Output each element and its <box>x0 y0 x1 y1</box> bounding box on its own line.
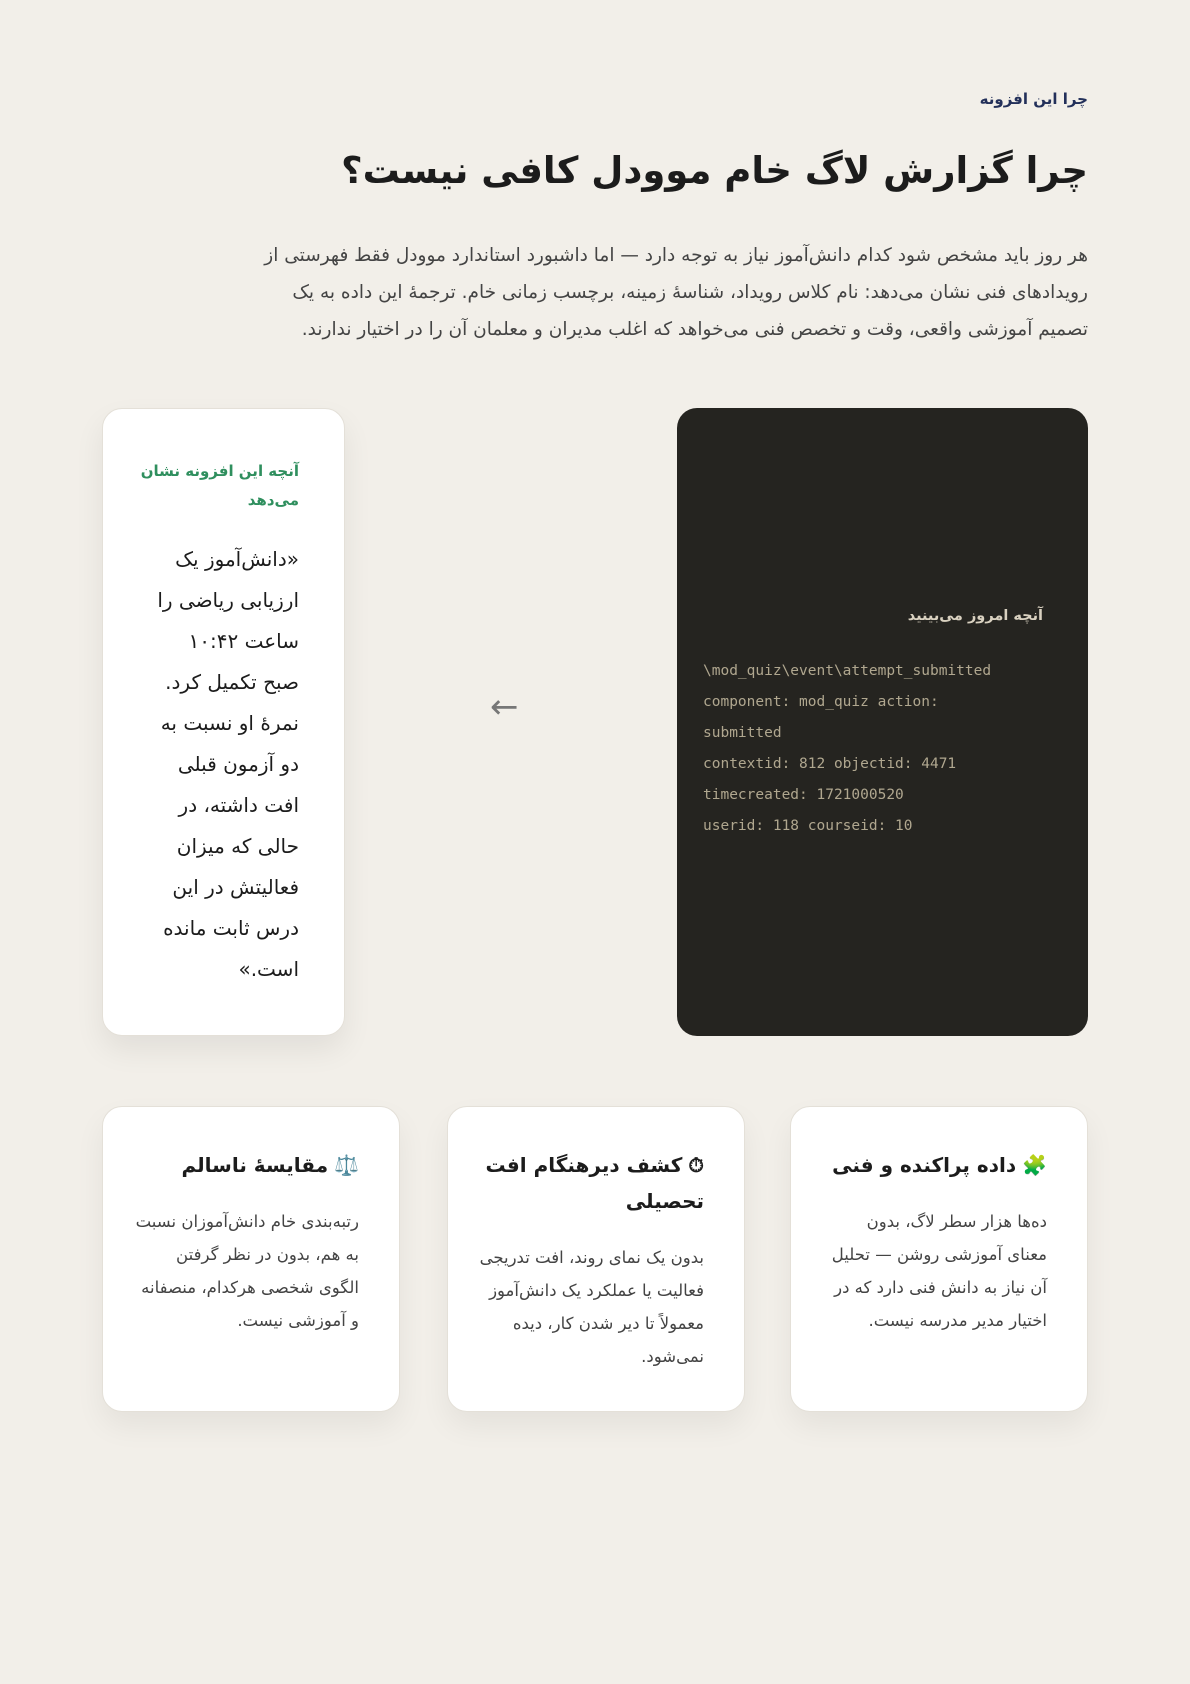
log-line: contextid: 812 objectid: 4471 <box>703 756 957 772</box>
insight-quote: «دانش‌آموز یک ارزیابی ریاضی را ساعت ۱۰:۴۲ صبح تکمیل کرد. نمرهٔ او نسبت به دو آزمون قبلی افت داشته، در حالی که میزان فعالیتش در این درس ثابت مانده است.» <box>157 547 299 981</box>
scales-icon: ⚖️ <box>334 1153 359 1177</box>
card-body: ده‌ها هزار سطر لاگ، بدون معنای آموزشی روشن — تحلیل آن نیاز به دانش فنی دارد که در اختیار مدیر مدرسه نیست. <box>831 1212 1047 1330</box>
arrow-left-icon: ← <box>490 687 519 727</box>
stopwatch-icon: ⏱ <box>688 1153 704 1177</box>
card-title-text: کشف دیرهنگام افت تحصیلی <box>485 1153 704 1213</box>
raw-log-lines <box>703 656 1043 842</box>
page-title: چرا گزارش لاگ خام موودل کافی نیست؟ <box>341 149 1088 192</box>
problem-card-scattered-data <box>790 1106 1088 1412</box>
log-line: userid: 118 courseid: 10 <box>703 818 913 834</box>
insight-label: آنچه این افزونه نشان می‌دهد <box>140 462 299 509</box>
raw-log-title: آنچه امروز می‌بینید <box>907 608 1043 624</box>
intro-paragraph: هر روز باید مشخص شود کدام دانش‌آموز نیاز به توجه دارد — اما داشبورد استاندارد موودل فقط فهرستی از رویدادهای فنی نشان می‌دهد: نام کلاس رویداد، شناسهٔ زمینه، برچسب زمانی خام. ترجمهٔ این داده به یک تصمیم آموزشی واقعی، وقت و تخصص فنی می‌خواهد که اغلب مدیران و معلمان آن را در اختیار ندارند. <box>264 245 1088 340</box>
log-line: \mod_quiz\event\attempt_submitted <box>703 663 992 679</box>
card-title-text: داده پراکنده و فنی <box>832 1153 1017 1177</box>
card-title <box>827 1147 1047 1183</box>
card-title-text: مقایسهٔ ناسالم <box>181 1153 329 1177</box>
log-line: component: mod_quiz action: <box>703 694 939 710</box>
card-title <box>139 1147 359 1183</box>
problem-card-unfair-comparison <box>102 1106 400 1412</box>
card-body: بدون یک نمای روند، افت تدریجی فعالیت یا عملکرد یک دانش‌آموز معمولاً تا دیر شدن کار، دیده نمی‌شود. <box>479 1248 704 1366</box>
card-title <box>484 1147 704 1219</box>
section-eyebrow: چرا این افزونه <box>979 90 1088 108</box>
insight-card <box>102 408 345 1036</box>
raw-log-panel <box>677 408 1088 1036</box>
puzzle-icon: 🧩 <box>1022 1153 1047 1177</box>
card-body: رتبه‌بندی خام دانش‌آموزان نسبت به هم، بدون در نظر گرفتن الگوی شخصی هرکدام، منصفانه و آموزشی نیست. <box>135 1212 359 1330</box>
log-line: timecreated: 1721000520 <box>703 787 904 803</box>
log-line: submitted <box>703 725 782 741</box>
problem-card-late-detection <box>447 1106 745 1412</box>
